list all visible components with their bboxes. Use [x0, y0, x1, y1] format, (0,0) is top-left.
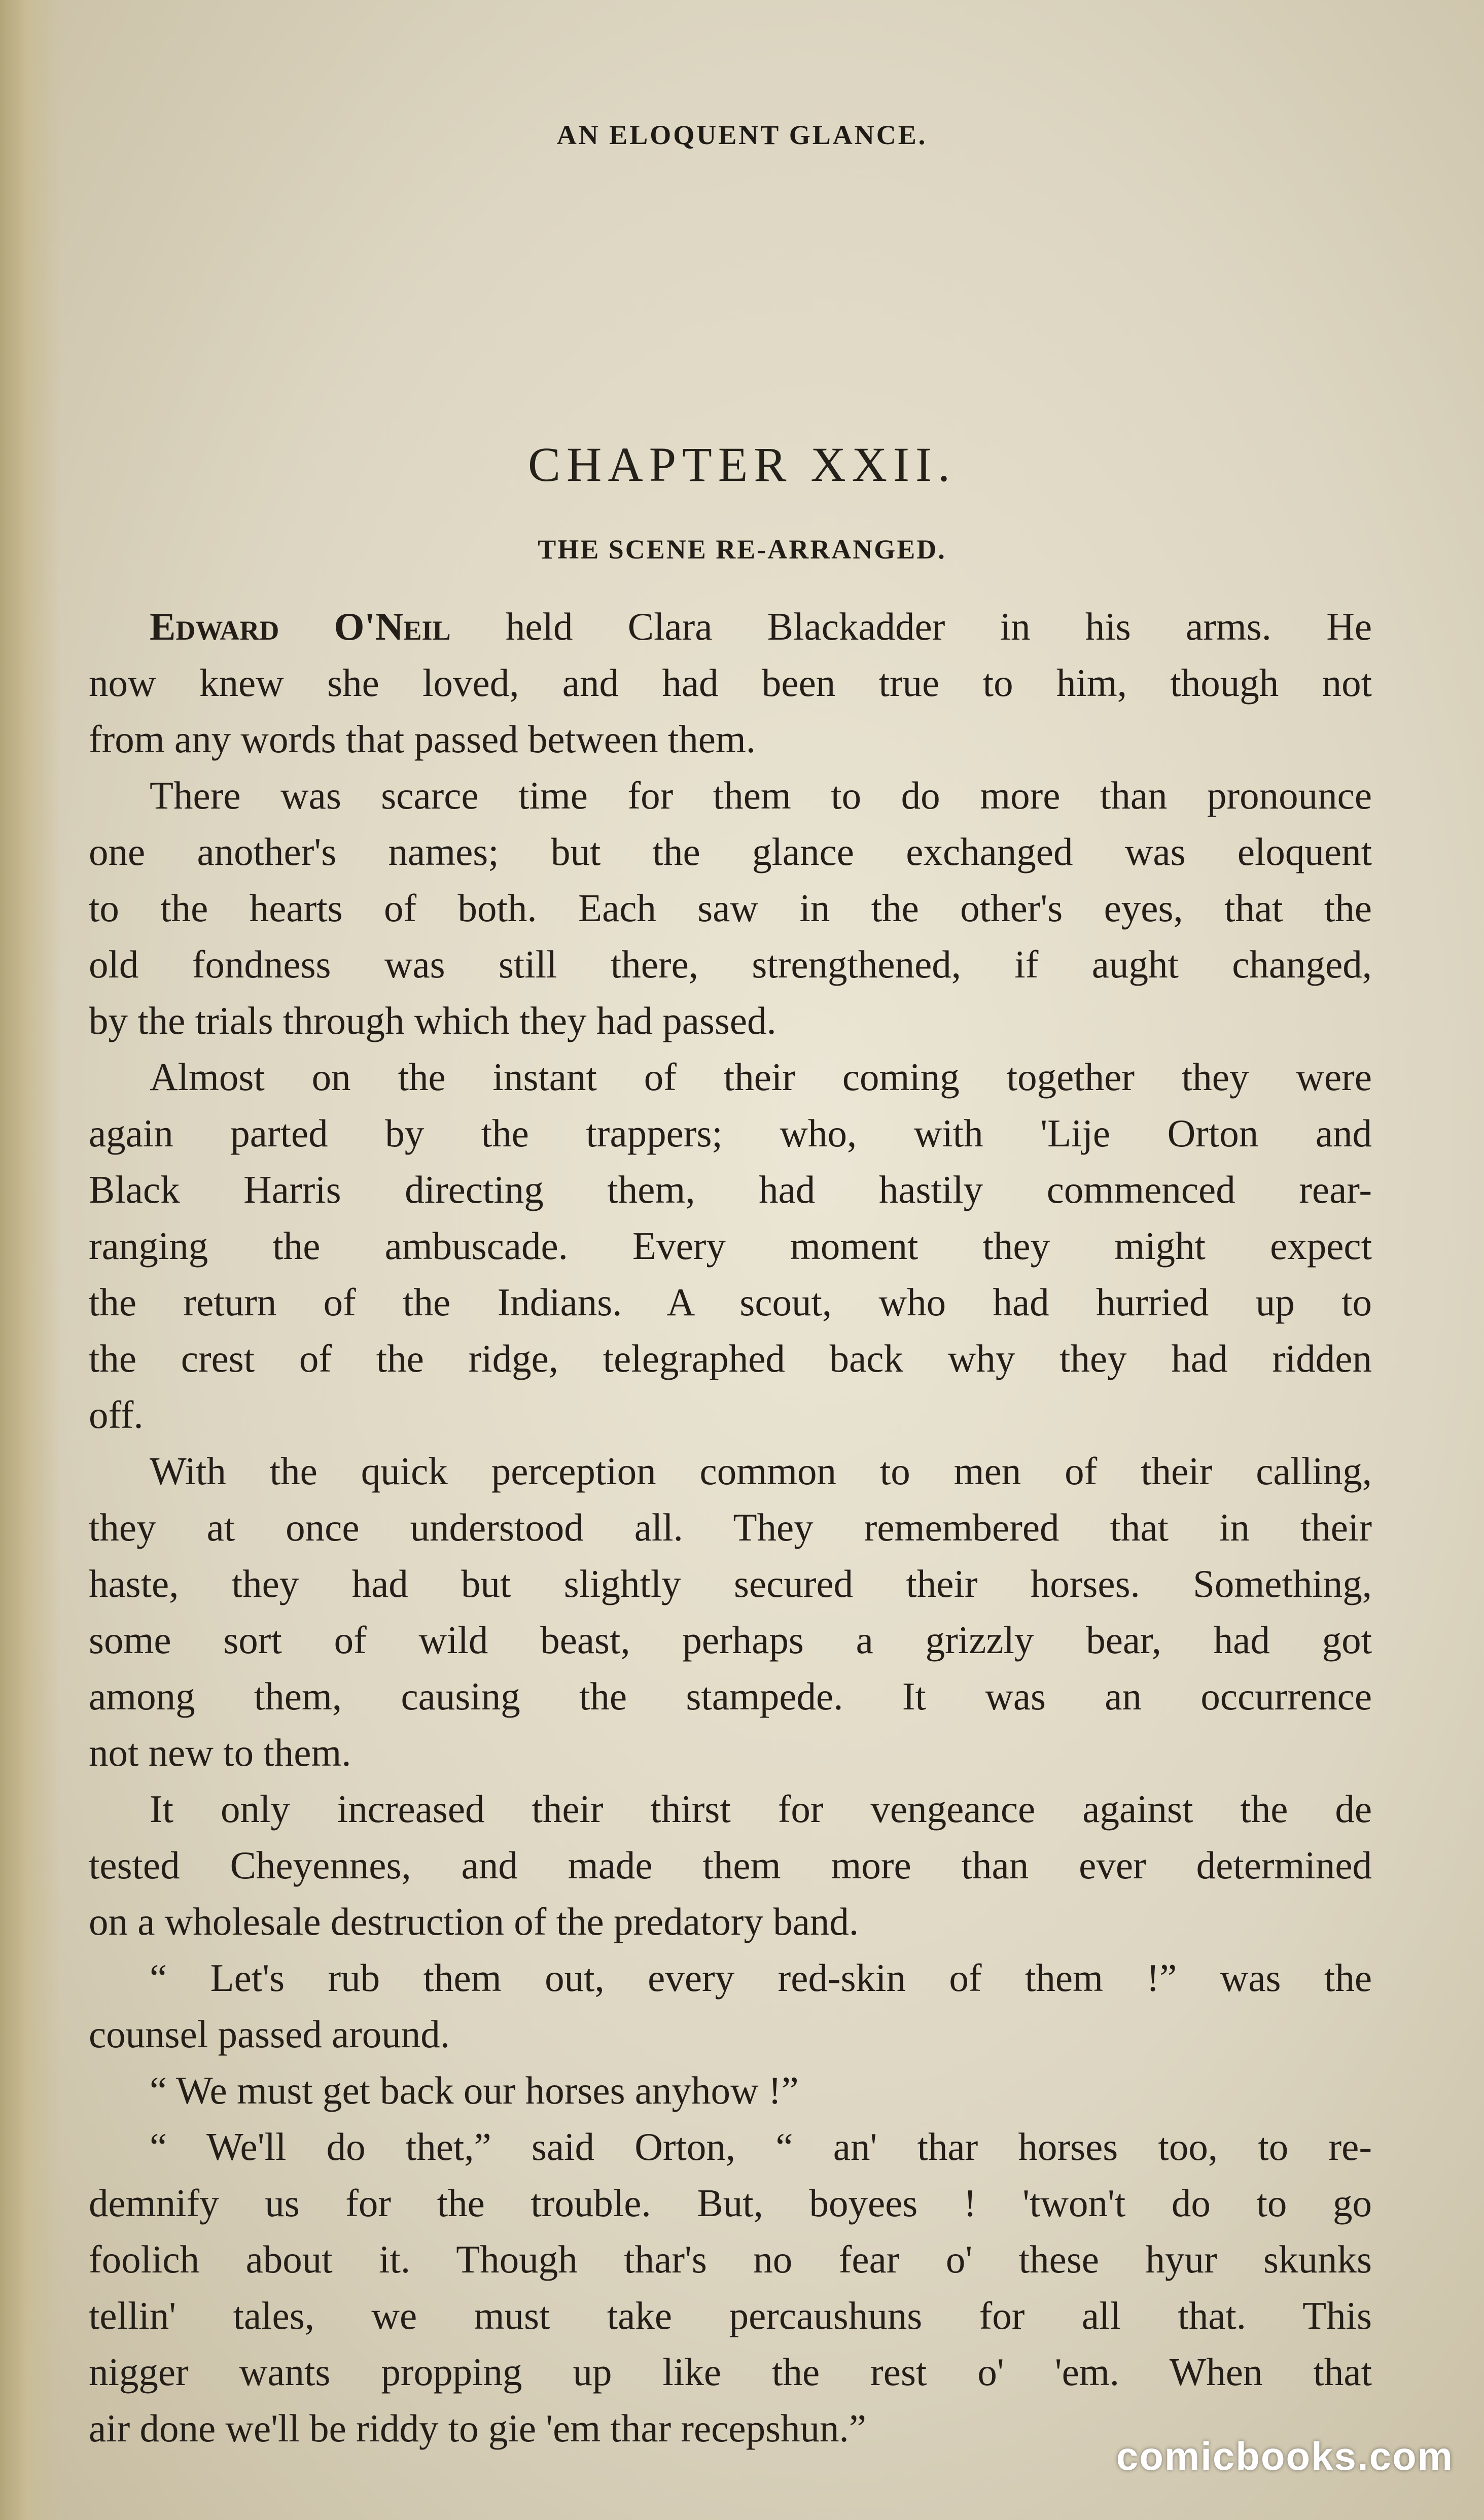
text-line: counsel passed around. [89, 2012, 450, 2056]
text-line: the return of the Indians. A scout, who had hurried up to [89, 1280, 1372, 1324]
chapter-title: CHAPTER XXII. [528, 437, 956, 492]
text-line: air done we'll be riddy to gie 'em thar recepshun.” [89, 2406, 866, 2450]
text-line: by the trials through which they had passed. [89, 999, 776, 1042]
text-line: off. [89, 1393, 144, 1437]
watermark: comicbooks.com [1116, 2434, 1454, 2478]
text-line: among them, causing the stampede. It was an occurrence [89, 1674, 1372, 1718]
text-line: demnify us for the trouble. But, boyees ! 'twon't do to go [89, 2181, 1372, 2225]
text-line: “ Let's rub them out, every red-skin of them !” was the [150, 1956, 1372, 2000]
text-line: There was scarce time for them to do more than pronounce [150, 774, 1372, 817]
text-line: “ We'll do thet,” said Orton, “ an' thar horses too, to re- [150, 2125, 1372, 2168]
chapter-subtitle: THE SCENE RE-ARRANGED. [538, 534, 946, 565]
text-line: again parted by the trappers; who, with 'Lije Orton and [89, 1111, 1372, 1155]
text-line [89, 599, 1372, 655]
text-line: tellin' tales, we must take percaushuns for all that. This [89, 2294, 1372, 2337]
body-text [89, 599, 1372, 2457]
text-line: “ We must get back our horses anyhow !” [150, 2069, 799, 2112]
text-line: on a wholesale destruction of the predatory band. [89, 1900, 859, 1943]
text-line: some sort of wild beast, perhaps a grizzly bear, had got [89, 1618, 1372, 1662]
text-line: foolich about it. Though thar's no fear o' these hyur skunks [89, 2237, 1372, 2281]
opening-name: Edward O'Neil [150, 605, 451, 648]
text-line: ranging the ambuscade. Every moment they might expect [89, 1224, 1372, 1268]
page-gutter-shadow [0, 0, 61, 2520]
text-line: the crest of the ridge, telegraphed back why they had ridden [89, 1337, 1372, 1380]
text-line: from any words that passed between them. [89, 717, 756, 761]
text-line: haste, they had but slightly secured their horses. Something, [89, 1562, 1372, 1605]
text-line: Black Harris directing them, had hastily commenced rear- [89, 1168, 1372, 1211]
running-head: AN ELOQUENT GLANCE. [556, 120, 928, 150]
text-line: not new to them. [89, 1731, 351, 1774]
text-line: Almost on the instant of their coming together they were [150, 1055, 1372, 1099]
text-line: tested Cheyennes, and made them more than ever determined [89, 1843, 1372, 1887]
text-line: With the quick perception common to men of their calling, [150, 1449, 1372, 1493]
text-line: to the hearts of both. Each saw in the other's eyes, that the [89, 886, 1372, 930]
text-line: It only increased their thirst for vengeance against the de [150, 1787, 1372, 1831]
text-line-content: held Clara Blackadder in his arms. He [450, 605, 1372, 648]
text-line: old fondness was still there, strengthened, if aught changed, [89, 942, 1372, 986]
text-line: one another's names; but the glance exchanged was eloquent [89, 830, 1372, 873]
text-line: now knew she loved, and had been true to him, though not [89, 661, 1372, 705]
text-line: they at once understood all. They remembered that in their [89, 1506, 1372, 1549]
text-line: nigger wants propping up like the rest o' 'em. When that [89, 2350, 1372, 2394]
